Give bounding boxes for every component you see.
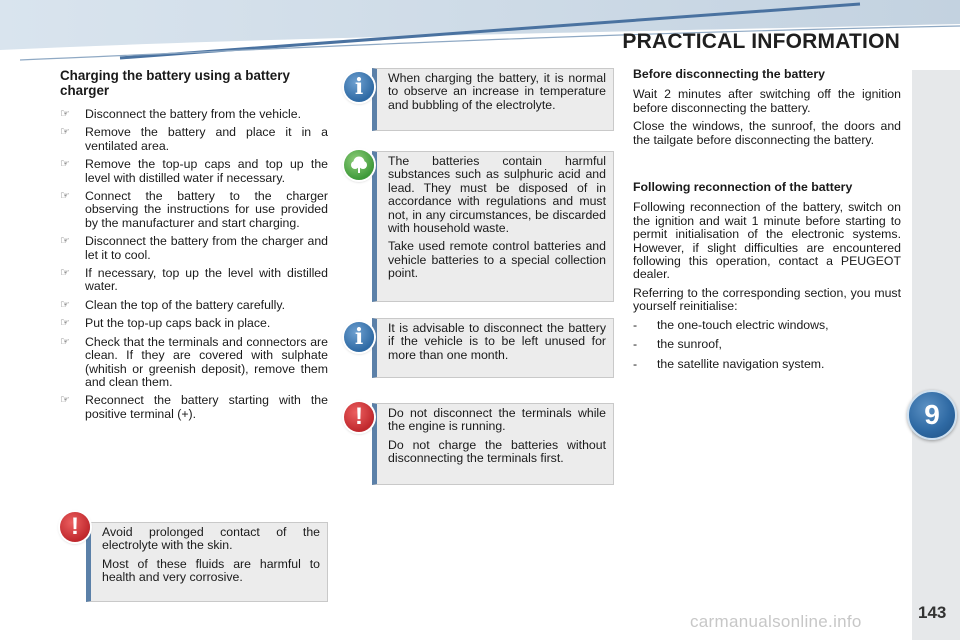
section-heading-charging: Charging the battery using a battery charger <box>60 68 290 98</box>
list-item-text: Reconnect the battery starting with the positive terminal (+). <box>85 393 328 421</box>
info-text-charging: When charging the battery, it is normal to observe an increase in temperature and bubbling of the electrolyte. <box>388 71 606 112</box>
warning-box-electrolyte <box>86 522 328 602</box>
pointing-finger-icon: ☞ <box>60 158 70 171</box>
tree-icon-shape <box>348 154 370 176</box>
info-text-disconnect: It is advisable to disconnect the battery if the vehicle is to be left unused for more than one month. <box>388 321 606 362</box>
info-icon: i <box>344 322 374 352</box>
pointing-finger-icon: ☞ <box>60 298 70 311</box>
list-item <box>60 299 328 312</box>
list-item <box>60 158 328 185</box>
page-header <box>0 0 960 62</box>
chapter-number-badge: 9 <box>907 390 957 440</box>
paragraph: Wait 2 minutes after switching off the ignition before disconnecting the battery. <box>633 87 901 115</box>
pointing-finger-icon: ☞ <box>60 317 70 330</box>
list-item-text: the satellite navigation system. <box>657 356 825 371</box>
list-item-text: Disconnect the battery from the charger and let it to cool. <box>85 234 328 262</box>
list-item-text: Clean the top of the battery carefully. <box>85 297 286 312</box>
warning-icon: ! <box>60 512 90 542</box>
warning-text-2: Do not charge the batteries without disconnecting the terminals first. <box>388 437 606 466</box>
warning-box-terminals <box>372 403 614 485</box>
list-item-text: Remove the battery and place it in a ventilated area. <box>85 125 328 153</box>
list-item-text: Check that the terminals and connectors are clean. If they are covered with sulphate (whitish or greenish deposit), remove them and clean them. <box>85 334 328 389</box>
list-item-text: the sunroof, <box>657 337 722 352</box>
warning-icon: ! <box>344 402 374 432</box>
pointing-finger-icon: ☞ <box>60 126 70 139</box>
tree-icon <box>344 150 374 180</box>
reinitialise-list <box>633 319 901 371</box>
list-item-text: Disconnect the battery from the vehicle. <box>85 107 301 121</box>
pointing-finger-icon: ☞ <box>60 335 70 348</box>
list-item-text: If necessary, top up the level with distilled water. <box>85 266 328 294</box>
heading-before-disconnecting: Before disconnecting the battery <box>633 67 826 81</box>
list-item <box>60 317 328 330</box>
paragraph: Close the windows, the sunroof, the doors and the tailgate before disconnecting the battery. <box>633 119 901 147</box>
left-column <box>60 68 328 426</box>
list-item-text: the one-touch electric windows, <box>657 317 829 332</box>
list-item: - the sunroof, <box>633 337 722 352</box>
heading-following-reconnection: Following reconnection of the battery <box>633 180 853 195</box>
list-item <box>60 336 328 390</box>
environment-text-1: The batteries contain harmful substances such as sulphuric acid and lead. They must be disposed of in accordance with regulations and must not, in any circumstances, be discarded with household waste. <box>388 154 606 236</box>
list-item <box>60 108 328 121</box>
info-box-charging <box>372 68 614 131</box>
warning-text-1: Do not disconnect the terminals while the engine is running. <box>388 406 606 434</box>
environment-text-2: Take used remote control batteries and vehicle batteries to a special collection point. <box>388 239 606 281</box>
chapter-side-band <box>912 70 960 640</box>
charging-steps-list <box>60 108 328 421</box>
paragraph: Referring to the corresponding section, you must yourself reinitialise: <box>633 285 901 314</box>
pointing-finger-icon: ☞ <box>60 190 70 203</box>
list-item <box>60 267 328 294</box>
list-item-text: Put the top-up caps back in place. <box>85 316 271 331</box>
info-icon: i <box>344 72 374 102</box>
page-title: PRACTICAL INFORMATION <box>622 30 900 53</box>
pointing-finger-icon: ☞ <box>60 235 70 248</box>
list-item <box>60 394 328 421</box>
list-item <box>60 190 328 230</box>
list-item-text: Remove the top-up caps and top up the level with distilled water if necessary. <box>85 157 328 185</box>
watermark-text: carmanualsonline.info <box>690 612 862 631</box>
list-item: - the satellite navigation system. <box>633 356 825 371</box>
pointing-finger-icon: ☞ <box>60 267 70 280</box>
right-column <box>633 68 901 377</box>
list-item: - the one-touch electric windows, <box>633 317 829 332</box>
pointing-finger-icon: ☞ <box>60 394 70 407</box>
info-box-disconnect <box>372 318 614 378</box>
pointing-finger-icon: ☞ <box>60 108 70 120</box>
warning-text-3: Avoid prolonged contact of the electrolyte with the skin. <box>102 525 320 553</box>
list-item-text: Connect the battery to the charger observing the instructions for use provided by the manufacturer and start charging. <box>85 189 328 230</box>
paragraph: Following reconnection of the battery, switch on the ignition and wait 1 minute before starting to permit initialisation of the electronic systems. However, if slight difficulties are encountered following this operation, contact a PEUGEOT dealer. <box>633 200 901 282</box>
warning-text-4: Most of these fluids are harmful to health and very corrosive. <box>102 556 320 585</box>
list-item <box>60 126 328 153</box>
environment-box <box>372 151 614 302</box>
page-number: 143 <box>918 603 947 622</box>
list-item <box>60 235 328 262</box>
